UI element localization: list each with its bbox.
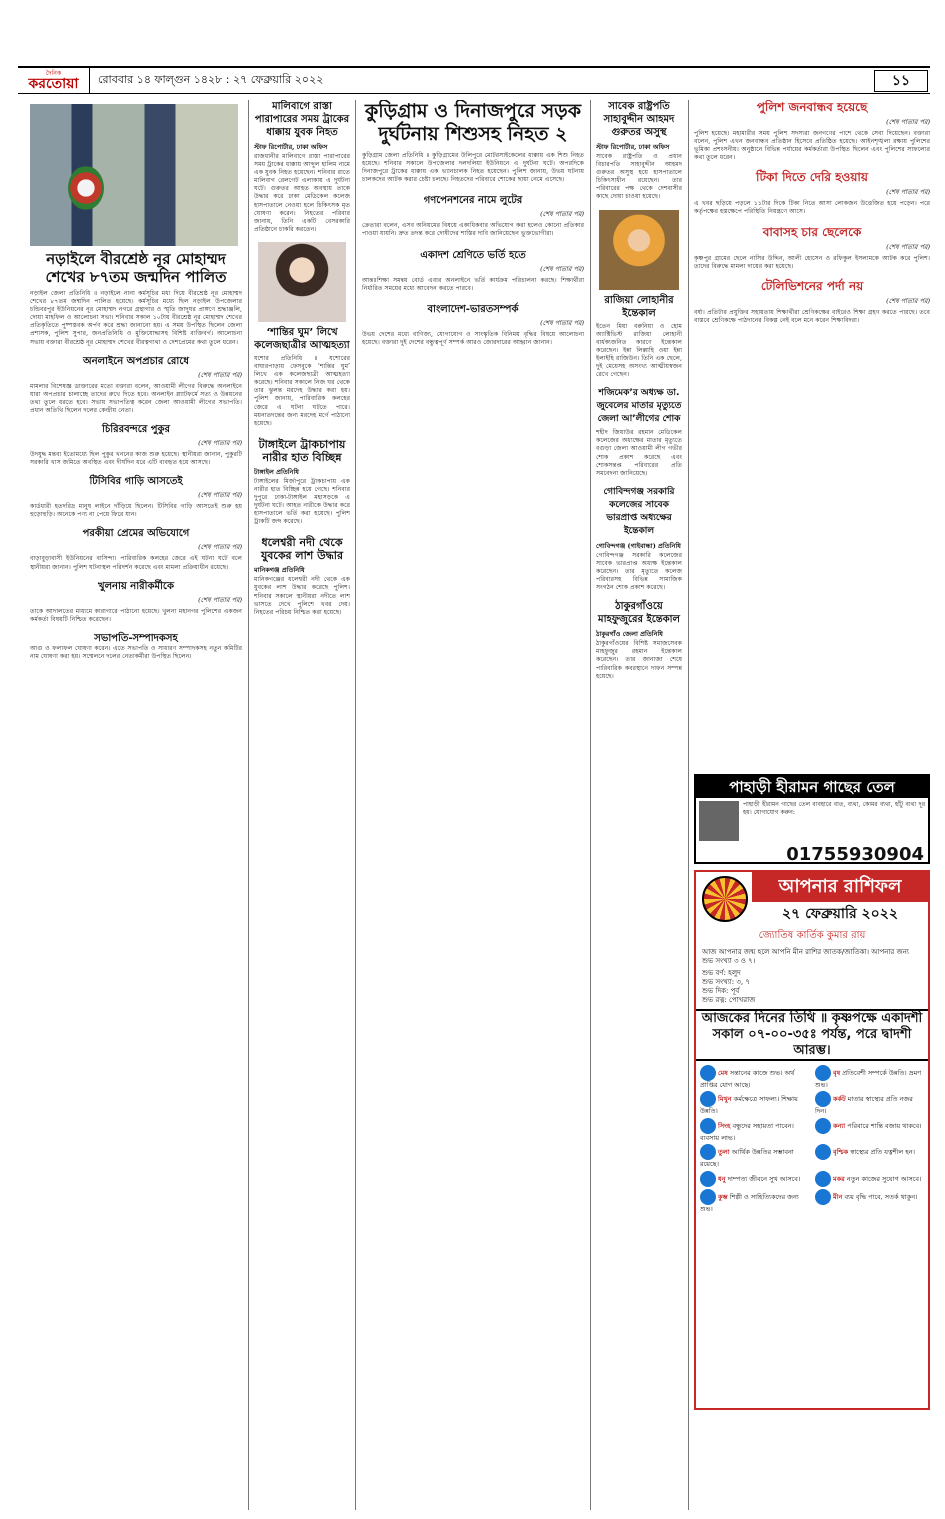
column-1	[30, 250, 242, 1410]
horoscope-title: আপনার রাশিফল	[752, 872, 928, 902]
lucky-fact: শুভ দিক: পূর্ব	[702, 987, 740, 995]
headline[interactable]: টিকা দিতে দেরি হওয়ায়	[756, 170, 868, 185]
virgo-icon	[815, 1118, 831, 1134]
continued-label: (শেষ পাতার পর)	[198, 595, 242, 604]
continued-label: (শেষ পাতার পর)	[198, 370, 242, 379]
cancer-icon	[815, 1091, 831, 1107]
wreath-graphic	[68, 166, 104, 210]
continued-label: (শেষ পাতার পর)	[886, 296, 930, 305]
column-divider	[355, 100, 356, 1510]
article-body: কুড়িগ্রাম জেলা প্রতিনিধি ॥ কুড়িগ্রামের উলিপুরে মোটরসাইকেলের ধাক্কায় এক শিশু নিহত হয়েছে। শনিবার সকালে উপজেলার দলদলিয়া ইউনিয়নে এ দুর্ঘটনা ঘটে। অপরদিকে দিনাজপুরে ট্রাকের ধাক্কায় এক ভ্যানচালক নিহত হয়েছেন। পুলিশ জানায়, উভয় ঘটনায় চালকদের আটক করার চেষ্টা চলছে। নিহতদের পরিবারে শোকের ছায়া নেমে এসেছে।	[362, 152, 584, 184]
article-body: উভয় দেশের মধ্যে বাণিজ্য, যোগাযোগ ও সাংস্কৃতিক বিনিময় বৃদ্ধির বিষয়ে আলোচনা হয়েছে। বক্তারা দুই দেশের বন্ধুত্বপূর্ণ সম্পর্ক আরও জোরদারের আহ্বান জানান।	[362, 330, 584, 346]
zodiac-sign[interactable]: ধনু দাম্পত্য জীবনে সুখ আসবে।	[700, 1171, 809, 1187]
zodiac-sign[interactable]: মিথুন কর্মক্ষেত্রে সাফল্য। শিক্ষায় উন্নতি।	[700, 1091, 809, 1115]
headline[interactable]: অনলাইনে অপপ্রচার রোধে	[83, 355, 189, 367]
zodiac-sign[interactable]: মকর নতুন কাজের সুযোগ আসবে।	[815, 1171, 924, 1187]
logo-small-text: দৈনিক	[45, 69, 62, 77]
today-tithi: আজকের দিনের তিথি ॥ কৃষ্ণপক্ষে একাদশী সকাল ০৭-০০-৩৫ঃ পর্যন্ত, পরে দ্বাদশী আরম্ভ।	[696, 1009, 928, 1061]
zodiac-wheel-icon	[702, 876, 748, 922]
continued-label: (শেষ পাতার পর)	[886, 242, 930, 251]
ceremony-photo	[30, 104, 238, 246]
horoscope-date: ২৭ ফেব্রুয়ারি ২০২২	[782, 906, 898, 922]
article-body: পুলিশ হয়েছে। মহামারীর সময় পুলিশ সদস্যরা জনগণের পাশে থেকে সেবা দিয়েছেন। বক্তারা বলেন, পুলিশ এখন জনবান্ধব প্রতিষ্ঠান হিসেবে প্রতিষ্ঠিত হয়েছে। আইনশৃঙ্খলা রক্ষায় পুলিশের ভূমিকা প্রশংসনীয়। অনুষ্ঠানে বিভিন্ন পর্যায়ের কর্মকর্তারা উপস্থিত ছিলেন এবং পুলিশের সাফল্যের কথা তুলে ধরেন।	[694, 130, 930, 162]
lucky-fact: শুভ বর্ণ: হলুদ	[702, 969, 741, 977]
headline[interactable]: ‘শান্তির ঘুম’ লিখে কলেজছাত্রীর আত্মহত্যা	[254, 326, 350, 351]
zodiac-sign[interactable]: বৃষ প্রতিবেশী সম্পর্কে উন্নতি। ভ্রমণ শুভ।	[815, 1065, 924, 1089]
column-4	[596, 100, 682, 1410]
headline[interactable]: টেলিভিশনের পর্দা নয়	[760, 278, 864, 293]
headline[interactable]: বাবাসহ চার ছেলেকে	[762, 224, 862, 239]
leo-icon	[700, 1118, 716, 1134]
zodiac-sign[interactable]: তুলা আর্থিক উন্নতির সম্ভাবনা রয়েছে।	[700, 1144, 809, 1168]
headline[interactable]: সাবেক রাষ্ট্রপতি সাহাবুদ্দীন আহমদ গুরুতর অসুস্থ	[603, 101, 675, 138]
article-body: কার্ডধারী হতদরিদ্র মানুষ লাইনে দাঁড়িয়ে ছিলেন। টিসিবির গাড়ি আসতেই শুরু হয় হুড়োহুড়ি। অনেকে পণ্য না পেয়ে ফিরে যান।	[30, 503, 242, 519]
article-body: নড়াইল জেলা প্রতিনিধি ॥ নড়াইলে নানা কর্মসূচির মধ্য দিয়ে বীরশ্রেষ্ঠ নূর মোহাম্মদ শেখের ৮৭তম জন্মদিন পালিত হয়েছে। কর্মসূচির মধ্যে ছিল নড়াইল উপজেলার চন্ডিবরপুর ইউনিয়নের নূর মোহাম্মদ নগরে গ্রন্থাগার ও স্মৃতি জাদুঘর প্রাঙ্গণে শ্রদ্ধাঞ্জলি, দোয়া মাহফিল ও আলোচনা সভা। শনিবার সকাল ১০টায় বীরশ্রেষ্ঠ নূর মোহাম্মদ শেখের প্রতিকৃতিতে পুষ্পস্তবক অর্পণ করে শ্রদ্ধা জানানো হয়। এ সময় উপস্থিত ছিলেন জেলা প্রশাসক, পুলিশ সুপার, জনপ্রতিনিধি ও মুক্তিযোদ্ধাসহ বিশিষ্ট ব্যক্তিবর্গ। আলোচনা সভায় বক্তারা বীরশ্রেষ্ঠ নূর মোহাম্মদ শেখের বীরত্বগাথা ও দেশপ্রেমের কথা তুলে ধরেন।	[30, 290, 242, 346]
continued-label: (শেষ পাতার পর)	[886, 118, 930, 126]
headline[interactable]: চিরিরবন্দরে পুকুর	[102, 424, 170, 436]
article-body: এ খবর ছড়িয়ে পড়লে ১১টার দিকে টিকা নিতে আসা লোকজন উত্তেজিত হয়ে পড়েন। পরে কর্তৃপক্ষের হস্তক্ষেপে পরিস্থিতি নিয়ন্ত্রণে আসে।	[694, 200, 930, 216]
continued-label: (শেষ পাতার পর)	[886, 188, 930, 197]
lucky-facts	[696, 969, 928, 1005]
dateline: রোববার ১৪ ফাল্গুন ১৪২৮ : ২৭ ফেব্রুয়ারি ২০২২	[98, 73, 324, 86]
astrologer-name: জ্যোতিষ কার্তিক কুমার রায়	[758, 930, 866, 941]
headline[interactable]: শজিমেক’র অধ্যক্ষ ডা. জুবেলের মাতার মৃত্যুতে জেলা আ’লীগের শোক	[596, 388, 682, 425]
article-body: ঠাকুরগাঁওয়ের বিশিষ্ট সমাজসেবক মাহফুজুর রহমান ইন্তেকাল করেছেন। তার জানাজা শেষে পারিবারিক কবরস্থানে দাফন সম্পন্ন হয়েছে।	[596, 640, 682, 680]
pisces-icon	[815, 1189, 831, 1205]
student-photo	[258, 242, 346, 322]
article-body: ক্রেতারা বলেন, এসব অনিয়মের বিষয়ে একাধিকবার অভিযোগ করা হলেও কোনো প্রতিকার পাওয়া যায়নি। দ্রুত তদন্ত করে দোষীদের শাস্তির দাবি জানিয়েছেন ভুক্তভোগীরা।	[362, 222, 584, 238]
gemini-icon	[700, 1091, 716, 1107]
headline-lead[interactable]: নড়াইলে বীরশ্রেষ্ঠ নূর মোহাম্মদ শেখের ৮৭তম জন্মদিন পালিত	[45, 250, 227, 286]
continued-label: (শেষ পাতার পর)	[198, 439, 242, 448]
byline: গোবিন্দগঞ্জ (গাইবান্ধা) প্রতিনিধি	[596, 541, 681, 550]
headline[interactable]: পরকীয়া প্রেমের অভিযোগে	[82, 528, 190, 540]
byline: ঠাকুরগাঁও জেলা প্রতিনিধি	[596, 630, 663, 639]
article-body: কৃষ্ণপুর গ্রামের ছেলে নাসির উদ্দিন, আলী হোসেন ও রফিকুল ইসলামকে আটক করে পুলিশ। তাদের বিরুদ্ধে মামলা দায়ের করা হয়েছে।	[694, 254, 930, 270]
headline-lead[interactable]: কুড়িগ্রাম ও দিনাজপুরে সড়ক দুর্ঘটনায় শিশুসহ নিহত ২	[364, 100, 582, 145]
logo-big-text: করতোয়া	[28, 75, 79, 92]
ad-title: পাহাড়ী হীরামন গাছের তেল	[696, 776, 928, 798]
continued-label: (শেষ পাতার পর)	[198, 491, 242, 500]
capricorn-icon	[815, 1171, 831, 1187]
horoscope-box	[694, 870, 930, 1410]
article-body: উদযুদ্ধ মন্তব্য ইতোমধ্যে ছিল পুকুর খননের কাজ শুরু হয়েছে। স্থানীয়রা জানান, পুকুরটি সরকারি খাস জমিতে অবস্থিত এবং দীর্ঘদিন ধরে এটি ব্যবহৃত হয়ে আসছে।	[30, 451, 242, 467]
continued-label: (শেষ পাতার পর)	[198, 543, 242, 552]
continued-label: (শেষ পাতার পর)	[540, 264, 584, 273]
lucky-fact: শুভ সংখ্যা: ৩, ৭	[702, 978, 750, 986]
zodiac-sign[interactable]: কুম্ভ শিল্পী ও সাহিত্যিকদের জন্য শুভ।	[700, 1189, 809, 1213]
aquarius-icon	[700, 1189, 716, 1205]
article-body: মামলার বিশেষজ্ঞ ডাক্তারের মতো বক্তারা বলেন, আওয়ামী লীগের বিরুদ্ধে অনলাইনে যারা অপপ্রচার চালাচ্ছে তাদের রুখে দিতে হবে। অনলাইন প্ল্যাটফর্মে সত্য ও উন্নয়নের তথ্য তুলে ধরতে হবে। সভায় সভাপতিত্ব করেন জেলা আওয়ামী লীগের সভাপতি। প্রধান অতিথি ছিলেন দলের কেন্দ্রীয় নেতা।	[30, 382, 242, 414]
article-body: বর্ষা। প্রতিটার প্রযুক্তির সহায়তায় শিক্ষার্থীরা শ্রেণিকক্ষের বাইরেও শিক্ষা গ্রহণ করতে পারছে। তবে বাস্তবে শ্রেণিকক্ষে পাঠদানের বিকল্প নেই বলে মনে করেন শিক্ষাবিদরা।	[694, 308, 930, 324]
headline[interactable]: টিসিবির গাড়ি আসতেই	[89, 476, 183, 488]
article-body: তাকে আদালতের মাধ্যমে কারাগারে পাঠানো হয়েছে। খুলনা মহানগর পুলিশের একজন কর্মকর্তা বিষয়টি নিশ্চিত করেছেন।	[30, 607, 242, 623]
headline[interactable]: রাজিয়া লোহানীর ইন্তেকাল	[604, 294, 674, 319]
ad-portrait-image	[699, 801, 739, 841]
article-body: গোবিন্দগঞ্জ সরকারি কলেজের সাবেক ভারপ্রাপ্ত অধ্যক্ষ ইন্তেকাল করেছেন। তার মৃত্যুতে কলেজ পরিবারসহ বিভিন্ন সামাজিক সংগঠন শোক প্রকাশ করেছে।	[596, 551, 682, 592]
zodiac-sign[interactable]: মেষ সন্তানের কাজে শুভ। অর্থ প্রাপ্তির যোগ আছে।	[700, 1065, 809, 1089]
zodiac-sign[interactable]: কর্কট মাতার স্বাস্থ্যের প্রতি নজর দিন।	[815, 1091, 924, 1115]
headline[interactable]: খুলনায় নারীকর্মীকে	[98, 580, 174, 592]
headline[interactable]: মালিবাগে রাস্তা পারাপারের সময় ট্রাকের ধাক্কায় যুবক নিহত	[254, 101, 350, 138]
byline: স্টাফ রিপোর্টার, ঢাকা অফিস	[254, 143, 328, 151]
headline[interactable]: ঠাকুরগাঁওয়ে মাহফুজুরের ইন্তেকাল	[598, 601, 680, 626]
horoscope-intro: আজ আপনার জন্ম হলে আপনি মীন রাশির জাতক/জাতিকা। আপনার জন্য শুভ সংখ্যা ৩ ও ৭।	[702, 948, 909, 965]
masthead	[18, 66, 930, 94]
zodiac-sign[interactable]: সিংহ বন্ধুদের সহায়তা পাবেন। ব্যবসায় লাভ।	[700, 1118, 809, 1142]
headline[interactable]: গোবিন্দগঞ্জ সরকারি কলেজের সাবেক ভারপ্রাপ্ত অধ্যক্ষের ইন্তেকাল	[603, 486, 675, 536]
oil-advertisement[interactable]	[694, 774, 930, 864]
continued-label: (শেষ পাতার পর)	[540, 318, 584, 327]
column-3	[362, 100, 584, 1410]
taurus-icon	[815, 1065, 831, 1081]
article-body: শহীদ জিয়াউর রহমান মেডিকেল কলেজের অধ্যক্ষের মাতার মৃত্যুতে বগুড়া জেলা আওয়ামী লীগ গভীর শোক প্রকাশ করেছে এবং শোকসন্তপ্ত পরিবারের প্রতি সমবেদনা জানিয়েছে।	[596, 429, 682, 477]
column-2	[254, 100, 350, 1410]
ad-phone[interactable]: 01755930904	[786, 844, 924, 865]
article-body: মানিকগঞ্জের ধলেশ্বরী নদী থেকে এক যুবকের লাশ উদ্ধার করেছে পুলিশ। শনিবার সকালে স্থানীয়রা নদীতে লাশ ভাসতে দেখে পুলিশে খবর দেয়। নিহতের পরিচয় নিশ্চিত করা হয়েছে।	[254, 576, 350, 616]
column-5	[694, 100, 930, 770]
headline[interactable]: একাদশ শ্রেণিতে ভর্তি হতে	[420, 249, 526, 261]
headline[interactable]: সভাপতি-সম্পাদকসহ	[94, 632, 178, 644]
aries-icon	[700, 1065, 716, 1081]
headline[interactable]: ধলেশ্বরী নদী থেকে যুবকের লাশ উদ্ধার	[260, 536, 344, 563]
zodiac-sign-grid	[696, 1061, 928, 1217]
article-body: সাবেক রাষ্ট্রপতি ও প্রধান বিচারপতি সাহাবুদ্দীন আহমদ গুরুতর অসুস্থ হয়ে হাসপাতালে চিকিৎসাধীন রয়েছেন। তার পরিবারের পক্ষ থেকে দেশবাসীর কাছে দোয়া চাওয়া হয়েছে।	[596, 153, 682, 201]
article-body: আগু ও ফলাফল ঘোষণা করেন। এতে সভাপতি ও সাধারণ সম্পাদকসহ নতুন কমিটির নাম ঘোষণা করা হয়। সম্মেলনে দলের নেতাকর্মীরা উপস্থিত ছিলেন।	[30, 644, 242, 660]
zodiac-sign[interactable]: বৃশ্চিক স্বাস্থ্যের প্রতি যত্নশীল হন।	[815, 1144, 924, 1168]
sagittarius-icon	[700, 1171, 716, 1187]
article-body: আন্তঃশিক্ষা সমন্বয় বোর্ড এবার অনলাইনে ভর্তি কার্যক্রম পরিচালনা করছে। শিক্ষার্থীরা নির্ধারিত সময়ের মধ্যে আবেদন করতে পারবে।	[362, 276, 584, 292]
ad-text: পাহাড়ী হীরামন গাছের তেল ব্যবহারে বাত, ব্যথা, কোমর ব্যথা, হাঁটু ব্যথা দূর হয়। যোগাযোগ করুন:	[743, 801, 925, 816]
obituary-photo	[599, 210, 679, 290]
article-body: টাঙ্গাইলের মির্জাপুরে ট্রাকচাপায় এক নারীর হাত বিচ্ছিন্ন হয়ে গেছে। শনিবার দুপুরে ঢাকা-টাঙ্গাইল মহাসড়কে এ দুর্ঘটনা ঘটে। আহত নারীকে উদ্ধার করে হাসপাতালে ভর্তি করা হয়েছে। পুলিশ ট্রাকটি জব্দ করেছে।	[254, 477, 350, 526]
byline: টাঙ্গাইল প্রতিনিধি	[254, 467, 299, 476]
column-divider	[688, 100, 689, 1510]
article-body: যশোর প্রতিনিধি ॥ যশোরের বাঘারপাড়ায় ফেসবুকে ‘শান্তির ঘুম’ লিখে এক কলেজছাত্রী আত্মহত্যা করেছে। শনিবার সকালে নিজ ঘর থেকে তার ঝুলন্ত মরদেহ উদ্ধার করা হয়। পুলিশ জানায়, পারিবারিক কলহের জেরে এ ঘটনা ঘটতে পারে। ময়নাতদন্তের জন্য মরদেহ মর্গে পাঠানো হয়েছে।	[254, 354, 350, 427]
article-body: রাজধানীর মালিবাগে রাস্তা পারাপারের সময় ট্রাকের ধাক্কায় আব্দুল হালিম নামে এক যুবক নিহত হয়েছেন। শনিবার রাতে মালিবাগ রেলগেট এলাকায় এ দুর্ঘটনা ঘটে। গুরুতর আহত অবস্থায় তাকে উদ্ধার করে ঢাকা মেডিকেল কলেজ হাসপাতালে নেওয়া হলে চিকিৎসক মৃত ঘোষণা করেন। নিহতের পরিবার জানায়, তিনি একটি বেসরকারি প্রতিষ্ঠানে চাকরি করতেন।	[254, 153, 350, 233]
headline[interactable]: পুলিশ জনবান্ধব হয়েছে	[756, 100, 868, 114]
article-body: ইতেন মিয়া বরুনিয়া ও হোম অ্যাক্টিভিস্ট রাজিয়া লোহানী বার্ধক্যজনিত কারণে ইন্তেকাল করেছেন। ইন্না লিল্লাহি ওয়া ইন্না ইলাইহি রাজিউন। তিনি এক ছেলে, দুই মেয়েসহ অসংখ্য আত্মীয়স্বজন রেখে গেছেন।	[596, 322, 682, 379]
headline[interactable]: বাংলাদেশ-ভারতসম্পর্ক	[427, 303, 519, 315]
zodiac-sign[interactable]: মীন ব্যয় বৃদ্ধি পাবে, সতর্ক থাকুন।	[815, 1189, 924, 1213]
scorpio-icon	[815, 1144, 831, 1160]
byline: মানিকগঞ্জ প্রতিনিধি	[254, 566, 305, 575]
byline: স্টাফ রিপোর্টার, ঢাকা অফিস	[596, 143, 670, 151]
headline[interactable]: টাঙ্গাইলে ট্রাকচাপায় নারীর হাত বিচ্ছিন্ন	[258, 437, 346, 464]
column-divider	[248, 100, 249, 1510]
lucky-fact: শুভ রত্ন: পোখরাজ	[702, 996, 756, 1004]
headline[interactable]: গণপেনশনের নামে লুটের	[423, 195, 523, 207]
article-body: বাড়াবুড়াবাসী ইউনিয়নের বাসিন্দা। পারিবারিক কলহের জেরে এই ঘটনা ঘটে বলে স্থানীয়রা জানান। পুলিশ ঘটনাস্থল পরিদর্শন করেছে এবং মামলা প্রক্রিয়াধীন রয়েছে।	[30, 555, 242, 571]
libra-icon	[700, 1144, 716, 1160]
newspaper-logo[interactable]	[18, 68, 90, 94]
page-number: ১১	[874, 70, 928, 92]
zodiac-sign[interactable]: কন্যা পরিবারে শান্তি বজায় থাকবে।	[815, 1118, 924, 1142]
continued-label: (শেষ পাতার পর)	[540, 210, 584, 219]
column-divider	[590, 100, 591, 1510]
